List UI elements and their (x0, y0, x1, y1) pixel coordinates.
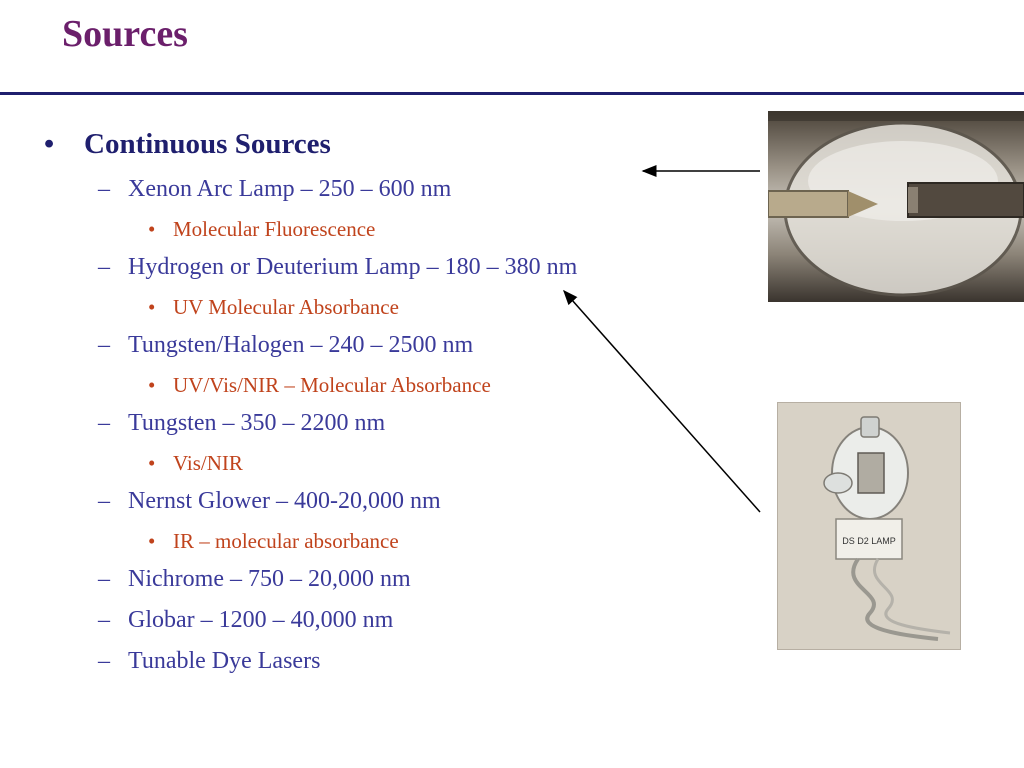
dash-marker: – (98, 176, 110, 202)
sub-item-xenon: Molecular Fluorescence (173, 217, 376, 241)
list-item-xenon: Xenon Arc Lamp – 250 – 600 nm (128, 176, 452, 202)
arrow-deuterium (564, 291, 760, 512)
sub-bullet-marker: • (148, 295, 156, 319)
dash-marker: – (98, 332, 110, 358)
dash-marker: – (98, 254, 110, 280)
slide-title: Sources (62, 13, 188, 55)
list-item-globar: Globar – 1200 – 40,000 nm (128, 607, 394, 633)
list-item-dye-lasers: Tunable Dye Lasers (128, 648, 321, 674)
list-item-tungsten-halogen: Tungsten/Halogen – 240 – 2500 nm (128, 332, 474, 358)
list-item-nichrome: Nichrome – 750 – 20,000 nm (128, 566, 411, 592)
dash-marker: – (98, 488, 110, 514)
sub-item-tungsten: Vis/NIR (173, 451, 243, 475)
sub-bullet-marker: • (148, 217, 156, 241)
dash-marker: – (98, 607, 110, 633)
sub-bullet-marker: • (148, 451, 156, 475)
list-item-deuterium: Hydrogen or Deuterium Lamp – 180 – 380 nm (128, 254, 578, 280)
sub-item-deuterium: UV Molecular Absorbance (173, 295, 399, 319)
bullet-marker: • (44, 128, 55, 160)
deuterium-lamp-label: DS D2 LAMP (842, 536, 896, 546)
list-item-tungsten: Tungsten – 350 – 2200 nm (128, 410, 386, 436)
sub-item-tungsten-halogen: UV/Vis/NIR – Molecular Absorbance (173, 373, 491, 397)
dash-marker: – (98, 566, 110, 592)
sub-bullet-marker: • (148, 529, 156, 553)
list-item-nernst: Nernst Glower – 400-20,000 nm (128, 488, 441, 514)
dash-marker: – (98, 648, 110, 674)
section-heading: Continuous Sources (84, 128, 331, 160)
sub-bullet-marker: • (148, 373, 156, 397)
sub-item-nernst: IR – molecular absorbance (173, 529, 399, 553)
dash-marker: – (98, 410, 110, 436)
